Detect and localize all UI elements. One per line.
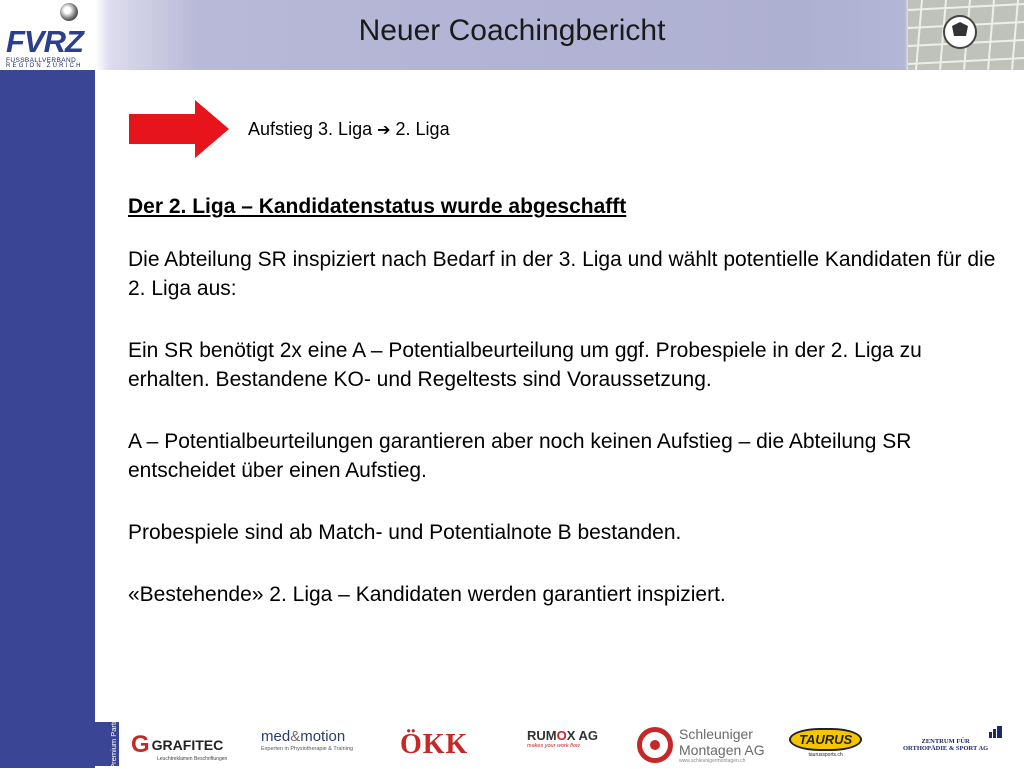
left-sidebar-bar: [0, 70, 95, 768]
sponsor-orthopaedie-logo: [903, 728, 988, 762]
logo-wordmark: FVRZ: [6, 24, 83, 59]
sponsor-okk-logo: ÖKK: [400, 729, 469, 760]
sponsor-medmotion-logo: [261, 728, 353, 762]
rumox-name: RUMOX AG: [527, 728, 599, 743]
main-content: [128, 192, 1008, 642]
logo-subtitle-line2: REGION ZÜRICH: [6, 63, 83, 69]
taurus-name: TAURUS: [789, 728, 862, 751]
premium-partner-badge: [95, 712, 119, 769]
page-title: Neuer Coachingbericht: [358, 14, 666, 47]
paragraph: Ein SR benötigt 2x eine A – Potentialbeurteilung um ggf. Probespiele in der 2. Liga zu erhalten. Bestandene KO- und Regeltests sind Voraussetzung.: [128, 339, 922, 391]
subtitle-from: Aufstieg 3. Liga: [248, 119, 373, 139]
subtitle-to: 2. Liga: [395, 119, 450, 139]
paragraph: «Bestehende» 2. Liga – Kandidaten werden garantiert inspiziert.: [128, 583, 726, 606]
rumox-tagline: makes your work flow: [527, 743, 580, 749]
premium-partner-label: Premium Partner: [108, 712, 118, 769]
grafitec-tagline: Leuchtreklamen Beschriftungen: [157, 756, 228, 762]
sponsor-grafitec-logo: [131, 728, 228, 762]
building-icon: [989, 726, 1003, 738]
grafitec-g-mark: G: [131, 731, 150, 758]
ortho-line1: ZENTRUM FÜR: [921, 738, 970, 745]
sponsor-schleuniger-logo: [637, 728, 765, 762]
paragraph: A – Potentialbeurteilungen garantieren aber noch keinen Aufstieg – die Abteilung SR entscheidet über einen Aufstieg.: [128, 430, 912, 482]
grafitec-name: GRAFITEC: [151, 737, 224, 753]
red-arrow-icon: [129, 100, 229, 163]
schleuniger-tagline: www.schleunigermontagen.ch: [679, 758, 746, 764]
logo-subtitle-line1: FUSSBALLVERBAND: [6, 57, 77, 64]
schleuniger-line1: Schleuniger: [679, 726, 753, 742]
sponsor-footer: [95, 712, 1024, 769]
schleuniger-line2: Montagen AG: [679, 742, 765, 758]
right-arrow-icon: ➔: [377, 122, 391, 139]
goal-net-photo: [908, 0, 1024, 70]
medmotion-tagline: Experten in Physiotherapie & Training: [261, 746, 354, 752]
taurus-tagline: taurussports.ch: [808, 752, 843, 758]
medmotion-name: med&motion: [261, 728, 346, 745]
schleuniger-emblem-icon: [637, 727, 673, 763]
sponsor-taurus-logo: [789, 728, 862, 762]
sponsor-rumox-logo: [527, 728, 598, 762]
subtitle-line: [248, 119, 450, 140]
paragraph: Die Abteilung SR inspiziert nach Bedarf in der 3. Liga und wählt potentielle Kandidaten für die 2. Liga aus:: [128, 248, 996, 300]
paragraph: Probespiele sind ab Match- und Potentialnote B bestanden.: [128, 521, 682, 544]
content-heading: Der 2. Liga – Kandidatenstatus wurde abgeschafft: [128, 195, 627, 218]
ortho-line2: ORTHOPÄDIE & SPORT AG: [903, 745, 989, 752]
header-band: [0, 0, 1024, 70]
